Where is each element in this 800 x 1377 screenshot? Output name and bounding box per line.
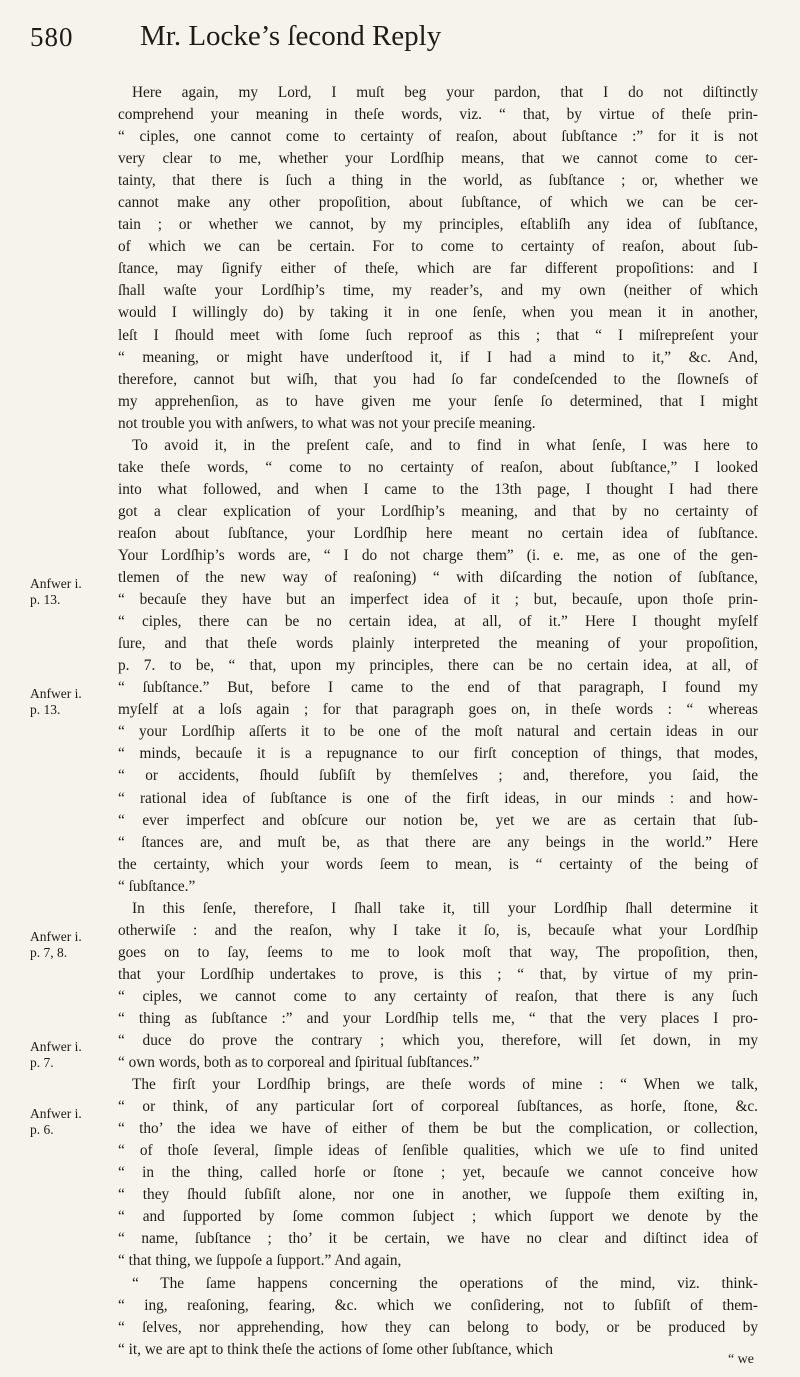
text-line: “ The ſame happens concerning the operations of the mind, viz. think- [132, 1274, 758, 1292]
text-line: The firſt your Lordſhip brings, are theſe words of mine : “ When we talk, [132, 1076, 758, 1094]
text-line: myſelf at a loſs again ; for that paragraph goes on, in theſe words : “ whereas [118, 701, 758, 719]
text-line: “ minds, becauſe it is a repugnance to our firſt conception of things, that modes, [118, 745, 758, 763]
text-line: therefore, cannot but wiſh, that you had ſo far condeſcended to the ſlowneſs of [118, 370, 758, 388]
text-line: tlemen of the new way of reaſoning) “ with diſcarding the notion of ſubſtance, [118, 569, 758, 587]
running-title: Mr. Locke’s ſecond Reply [140, 20, 442, 52]
text-line: Here again, my Lord, I muſt beg your pardon, that I do not diſtinctly [132, 84, 758, 101]
text-line: ſhall waſte your Lordſhip’s time, my reader’s, and my own (neither of which [118, 282, 758, 300]
margin-note [30, 1106, 82, 1138]
text-line: “ ſelves, nor apprehending, how they can belong to body, or be produced by [118, 1318, 758, 1336]
text-line: leſt I ſhould meet with ſome ſuch reproof as this ; that “ I miſrepreſent your [118, 326, 758, 344]
text-line: of which we can be certain. For to come to certainty of reaſon, about ſub- [118, 238, 758, 256]
text-line: “ ciples, we cannot come to any certainty of reaſon, that there is any ſuch [118, 987, 758, 1005]
text-line: take theſe words, “ come to no certainty of reaſon, about ſubſtance,” I looked [118, 458, 758, 476]
margin-note-ref: Anfwer i. [30, 1039, 82, 1054]
text-line: “ own words, both as to corporeal and ſpiritual ſubſtances.” [118, 1054, 480, 1072]
text-line: “ rational idea of ſubſtance is one of the firſt ideas, in our minds : and how- [118, 789, 758, 807]
text-line: “ that thing, we ſuppoſe a ſupport.” And again, [118, 1252, 402, 1270]
text-line: very clear to me, whether your Lordſhip means, that we cannot come to cer- [118, 150, 758, 168]
text-line: my apprehenſion, as to have given me your ſenſe ſo determined, that I might [118, 392, 758, 410]
text-line: cannot make any other propoſition, about ſubſtance, of which we can be cer- [118, 194, 758, 212]
text-line: the certainty, which your words ſeem to mean, is “ certainty of the being of [118, 855, 758, 873]
text-line: “ ſtances are, and muſt be, as that there are any beings in the world.” Here [118, 833, 758, 851]
text-line: “ ſubſtance.” [118, 877, 196, 895]
text-line: “ and ſupported by ſome common ſubject ; which ſupport we denote by the [118, 1208, 758, 1226]
text-line: “ duce do prove the contrary ; which you, therefore, will ſet down, in my [118, 1032, 758, 1050]
catchword: “ we [727, 1352, 754, 1367]
text-line: In this ſenſe, therefore, I ſhall take it, till your Lordſhip ſhall determine it [132, 899, 758, 917]
margin-note [30, 576, 82, 608]
page-header [30, 20, 758, 60]
text-line: would I willingly do) by taking it in one ſenſe, when you mean it in another, [118, 304, 758, 322]
text-line: “ ciples, one cannot come to certainty of reaſon, about ſubſtance :” for it is not [118, 128, 758, 146]
text-line: ſtance, may ſignify either of theſe, which are far different propoſitions: and I [118, 260, 758, 278]
text-line: into what followed, and when I came to the 13th page, I thought I had there [118, 480, 758, 498]
margin-note-page: p. 13. [30, 592, 61, 607]
margin-note-ref: Anfwer i. [30, 929, 82, 944]
text-line: “ it, we are apt to think theſe the actions of ſome other ſubſtance, which [118, 1340, 553, 1358]
text-line: “ your Lordſhip aſſerts it to be one of the moſt natural and certain ideas in our [118, 723, 758, 741]
text-line: tain ; or whether we cannot, by my principles, eſtabliſh any idea of ſubſtance, [118, 216, 758, 234]
text-line: “ of thoſe ſeveral, ſimple ideas of ſenſible qualities, which we uſe to find united [118, 1142, 758, 1160]
text-line: ſure, and that theſe words plainly interpreted the meaning of your propoſition, [118, 635, 758, 653]
text-line: “ name, ſubſtance ; tho’ it be certain, we have no clear and diſtinct idea of [118, 1230, 758, 1248]
text-line: “ ever imperfect and obſcure our notion be, yet we are as certain that ſub- [118, 811, 758, 829]
text-column [118, 82, 758, 1361]
text-line: reaſon about ſubſtance, your Lordſhip here meant no certain idea of ſubſtance. [118, 524, 758, 542]
text-line: “ ciples, there can be no certain idea, at all, of it.” Here I thought myſelf [118, 613, 758, 631]
text-line: To avoid it, in the preſent caſe, and to find in what ſenſe, I was here to [132, 436, 758, 454]
margin-note [30, 929, 82, 961]
text-line: “ or think, of any particular ſort of corporeal ſubſtances, as horſe, ſtone, &c. [118, 1098, 758, 1116]
text-line: got a clear explication of your Lordſhip’s meaning, and that by no certainty of [118, 502, 758, 520]
text-line: not trouble you with anſwers, to what was not your preciſe meaning. [118, 414, 536, 432]
text-line: “ becauſe they have but an imperfect idea of it ; but, becauſe, upon thoſe prin- [118, 591, 758, 609]
margin-note [30, 686, 82, 718]
text-line: p. 7. to be, “ that, upon my principles, there can be no certain idea, at all, of [118, 657, 758, 675]
text-line: “ ing, reaſoning, fearing, &c. which we conſidering, not to ſubſiſt of them- [118, 1296, 758, 1314]
text-line: “ tho’ the idea we have of either of them be but the complication, or collection, [118, 1120, 758, 1138]
text-line: “ ſubſtance.” But, before I came to the end of that paragraph, I found my [118, 679, 758, 697]
text-line: “ or accidents, ſhould ſubſiſt by themſelves ; and, therefore, you ſaid, the [118, 767, 758, 785]
text-line: “ in the thing, called horſe or ſtone ; yet, becauſe we cannot conceive how [118, 1164, 758, 1182]
text-line: that your Lordſhip undertakes to prove, is this ; “ that, by virtue of my prin- [118, 965, 758, 983]
margin-note-page: p. 7, 8. [30, 945, 68, 960]
margin-note-page: p. 13. [30, 702, 61, 717]
text-line: “ thing as ſubſtance :” and your Lordſhip tells me, “ that the very places I pro- [118, 1009, 758, 1027]
text-line: “ meaning, or might have underſtood it, if I had a mind to it,” &c. And, [118, 348, 758, 366]
margin-note [30, 1039, 82, 1071]
margin-note-ref: Anfwer i. [30, 576, 82, 591]
text-line: goes on to ſay, ſeems to me to look moſt that way, The propoſition, then, [118, 943, 758, 961]
margin-note-page: p. 6. [30, 1122, 54, 1137]
margin-note-ref: Anfwer i. [30, 1106, 82, 1121]
margin-note-ref: Anfwer i. [30, 686, 82, 701]
text-line: otherwiſe : and the reaſon, why I take it ſo, is, becauſe what your Lordſhip [118, 921, 758, 939]
margin-note-page: p. 7. [30, 1055, 54, 1070]
text-line: comprehend your meaning in theſe words, viz. “ that, by virtue of theſe prin- [118, 106, 758, 124]
text-line: tainty, that there is ſuch a thing in the world, as ſubſtance ; or, whether we [118, 172, 758, 190]
text-line: “ they ſhould ſubſiſt alone, nor one in another, we ſuppoſe them exiſting in, [118, 1186, 758, 1204]
page-number: 580 [30, 22, 74, 52]
text-line: Your Lordſhip’s words are, “ I do not charge them” (i. e. me, as one of the gen- [118, 546, 758, 564]
